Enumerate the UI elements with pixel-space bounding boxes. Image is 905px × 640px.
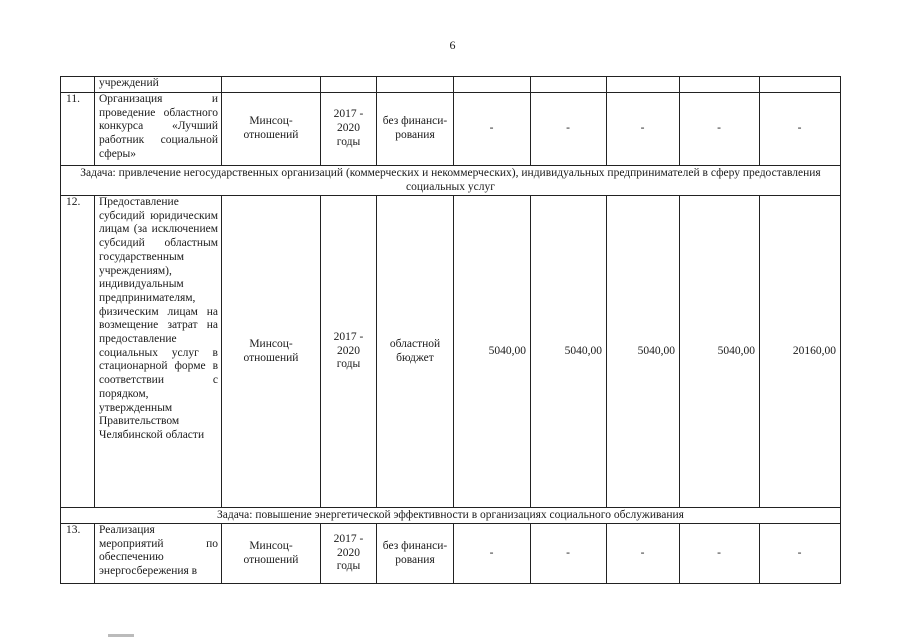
cell-activity-name: Организация и проведение областного конкурса «Лучший работник социальной сферы» (95, 93, 222, 166)
cell-period: 2017 - 2020 годы (321, 196, 377, 508)
cell-value: - (680, 524, 760, 584)
program-activities-table (60, 76, 841, 584)
task-row (61, 508, 841, 524)
table-row-continued (61, 77, 841, 93)
cell-value: - (454, 93, 531, 166)
cell-activity-name: Реализация мероприятий по обеспечению энергосбережения в (95, 524, 222, 584)
cell-value: - (454, 524, 531, 584)
cell-number: 11. (61, 93, 95, 166)
cell-number: 13. (61, 524, 95, 584)
task-heading: Задача: привлечение негосударственных организаций (коммерческих и некоммерческих), индивидуальных предпринимателей в сферу предоставления социальных услуг (61, 166, 841, 196)
cell-funding-source: без финанси-рования (377, 93, 454, 166)
cell-value: 20160,00 (760, 196, 841, 508)
cell-funding-source: областной бюджет (377, 196, 454, 508)
scan-mark (108, 634, 134, 637)
cell-value: - (760, 93, 841, 166)
cell-value: - (531, 524, 607, 584)
task-heading: Задача: повышение энергетической эффективности в организациях социального обслуживания (61, 508, 841, 524)
cell-period: 2017 - 2020 годы (321, 524, 377, 584)
table-row-13 (61, 524, 841, 584)
table-row-12 (61, 196, 841, 508)
cell-executor: Минсоц-отношений (222, 196, 321, 508)
cell-number (61, 77, 95, 93)
cell-executor: Минсоц-отношений (222, 93, 321, 166)
cell-value: 5040,00 (531, 196, 607, 508)
cell-value: - (680, 93, 760, 166)
cell-executor: Минсоц-отношений (222, 524, 321, 584)
cell-value: - (760, 524, 841, 584)
cell-value: 5040,00 (454, 196, 531, 508)
task-row (61, 166, 841, 196)
cell-value: - (607, 524, 680, 584)
cell-activity-name: Предоставление субсидий юридическим лицам (за исключением субсидий областным государственным учреждениям), индивидуальным предпринимателям, физическим лицам на возмещение затрат на предоставление социальных услуг в стационарной форме в соответствии с порядком, утвержденным Правительством Челябинской области (95, 196, 222, 508)
cell-value: 5040,00 (680, 196, 760, 508)
cell-value: - (607, 93, 680, 166)
cell-number: 12. (61, 196, 95, 508)
cell-continued-name: учреждений (95, 77, 222, 93)
cell-funding-source: без финанси-рования (377, 524, 454, 584)
table-row-11 (61, 93, 841, 166)
cell-value: 5040,00 (607, 196, 680, 508)
cell-value: - (531, 93, 607, 166)
page-number: 6 (449, 38, 456, 52)
cell-period: 2017 - 2020 годы (321, 93, 377, 166)
